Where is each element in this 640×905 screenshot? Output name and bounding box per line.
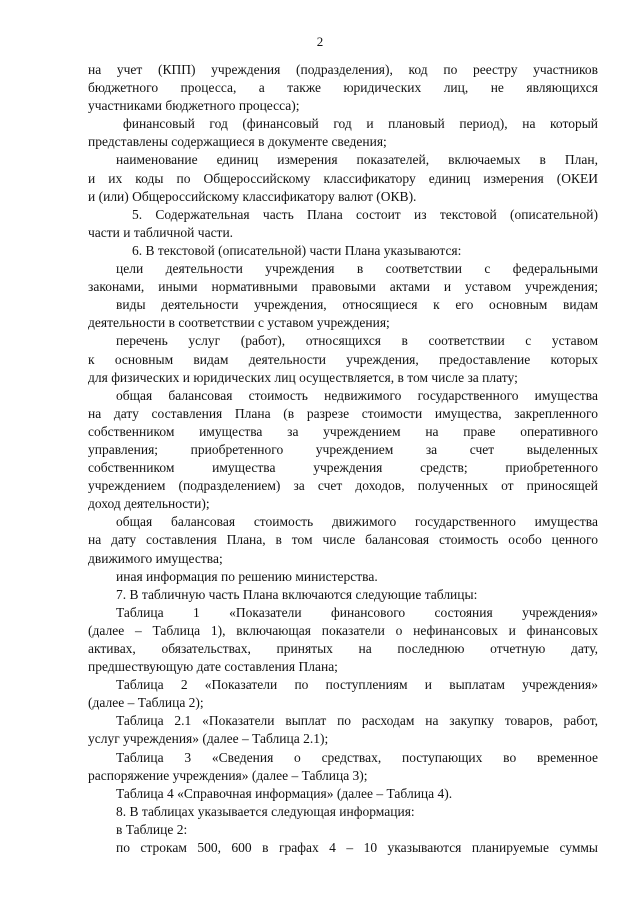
text-line: к основным видам деятельности учреждения, предоставление которых (88, 351, 598, 367)
text-line: движимого имущества; (88, 550, 223, 566)
document-body (88, 61, 598, 857)
text-line: управления; приобретенного учреждением за счет выделенных (88, 441, 598, 457)
text-line: доход деятельности); (88, 496, 210, 512)
text-line: 6. В текстовой (описательной) части Плана указываются: (132, 242, 462, 258)
text-line: на учет (КПП) учреждения (подразделения), код по реестру участников (88, 62, 598, 77)
text-line: и (или) Общероссийскому классификатору валют (ОКВ). (88, 188, 417, 204)
text-line: и их коды по Общероссийскому классификатору единиц измерения (ОКЕИ (88, 170, 598, 186)
page-number: 2 (316, 34, 324, 49)
text-line: собственником имущества за учреждением на праве оперативного (88, 423, 598, 439)
text-line: иная информация по решению министерства. (116, 568, 378, 584)
text-line: перечень услуг (работ), относящихся в соответствии с уставом (116, 333, 598, 349)
text-line: 7. В табличную часть Плана включаются следующие таблицы: (116, 586, 478, 602)
text-line: (далее – Таблица 1), включающая показатели о нефинансовых и финансовых (88, 622, 598, 638)
text-line: учреждением (подразделением) за счет доходов, полученных от приносящей (88, 478, 598, 494)
text-line: активах, обязательствах, принятых на последнюю отчетную дату, (88, 641, 598, 656)
text-line: в Таблице 2: (116, 821, 188, 837)
text-line: участниками бюджетного процесса); (88, 98, 300, 114)
text-line: Таблица 4 «Справочная информация» (далее – Таблица 4). (116, 785, 453, 801)
text-line: представлены содержащиеся в документе сведения; (88, 134, 387, 150)
text-line: общая балансовая стоимость движимого государственного имущества (116, 514, 598, 530)
text-line: на дату составления Плана, в том числе балансовая стоимость особо ценного (88, 532, 598, 548)
text-line: Таблица 3 «Сведения о средствах, поступающих во временное (116, 749, 598, 765)
text-line: части и табличной части. (88, 224, 234, 240)
text-line: Таблица 2.1 «Показатели выплат по расходам на закупку товаров, работ, (116, 713, 598, 729)
text-line: цели деятельности учреждения в соответствии с федеральными (116, 261, 598, 277)
text-line: 5. Содержательная часть Плана состоит из текстовой (описательной) (132, 206, 598, 222)
text-line: предшествующую дате составления Плана; (88, 659, 338, 675)
text-line: Таблица 1 «Показатели финансового состояния учреждения» (116, 604, 598, 620)
text-line: законами, иными нормативными правовыми актами и уставом учреждения; (88, 279, 598, 295)
text-line: Таблица 2 «Показатели по поступлениям и выплатам учреждения» (116, 677, 598, 693)
text-line: наименование единиц измерения показателей, включаемых в План, (116, 152, 598, 168)
text-line: 8. В таблицах указывается следующая информация: (116, 803, 415, 819)
text-line: бюджетного процесса, а также юридических лиц, не являющихся (88, 80, 598, 96)
text-line: услуг учреждения» (далее – Таблица 2.1); (88, 731, 329, 747)
text-line: общая балансовая стоимость недвижимого государственного имущества (116, 387, 598, 403)
text-line: деятельности в соответствии с уставом учреждения; (88, 315, 390, 331)
text-line: (далее – Таблица 2); (88, 695, 204, 711)
text-line: по строкам 500, 600 в графах 4 – 10 указываются планируемые суммы (116, 840, 598, 856)
text-line: виды деятельности учреждения, относящиеся к его основным видам (116, 297, 598, 313)
text-line: на дату составления Плана (в разрезе стоимости имущества, закрепленного (88, 405, 598, 421)
text-line: распоряжение учреждения» (далее – Таблица 3); (88, 767, 368, 783)
text-line: для физических и юридических лиц осуществляется, в том числе за плату; (88, 369, 518, 385)
text-line: финансовый год (финансовый год и плановый период), на который (123, 116, 598, 132)
text-line: собственником имущества учреждения средств; приобретенного (88, 460, 598, 476)
